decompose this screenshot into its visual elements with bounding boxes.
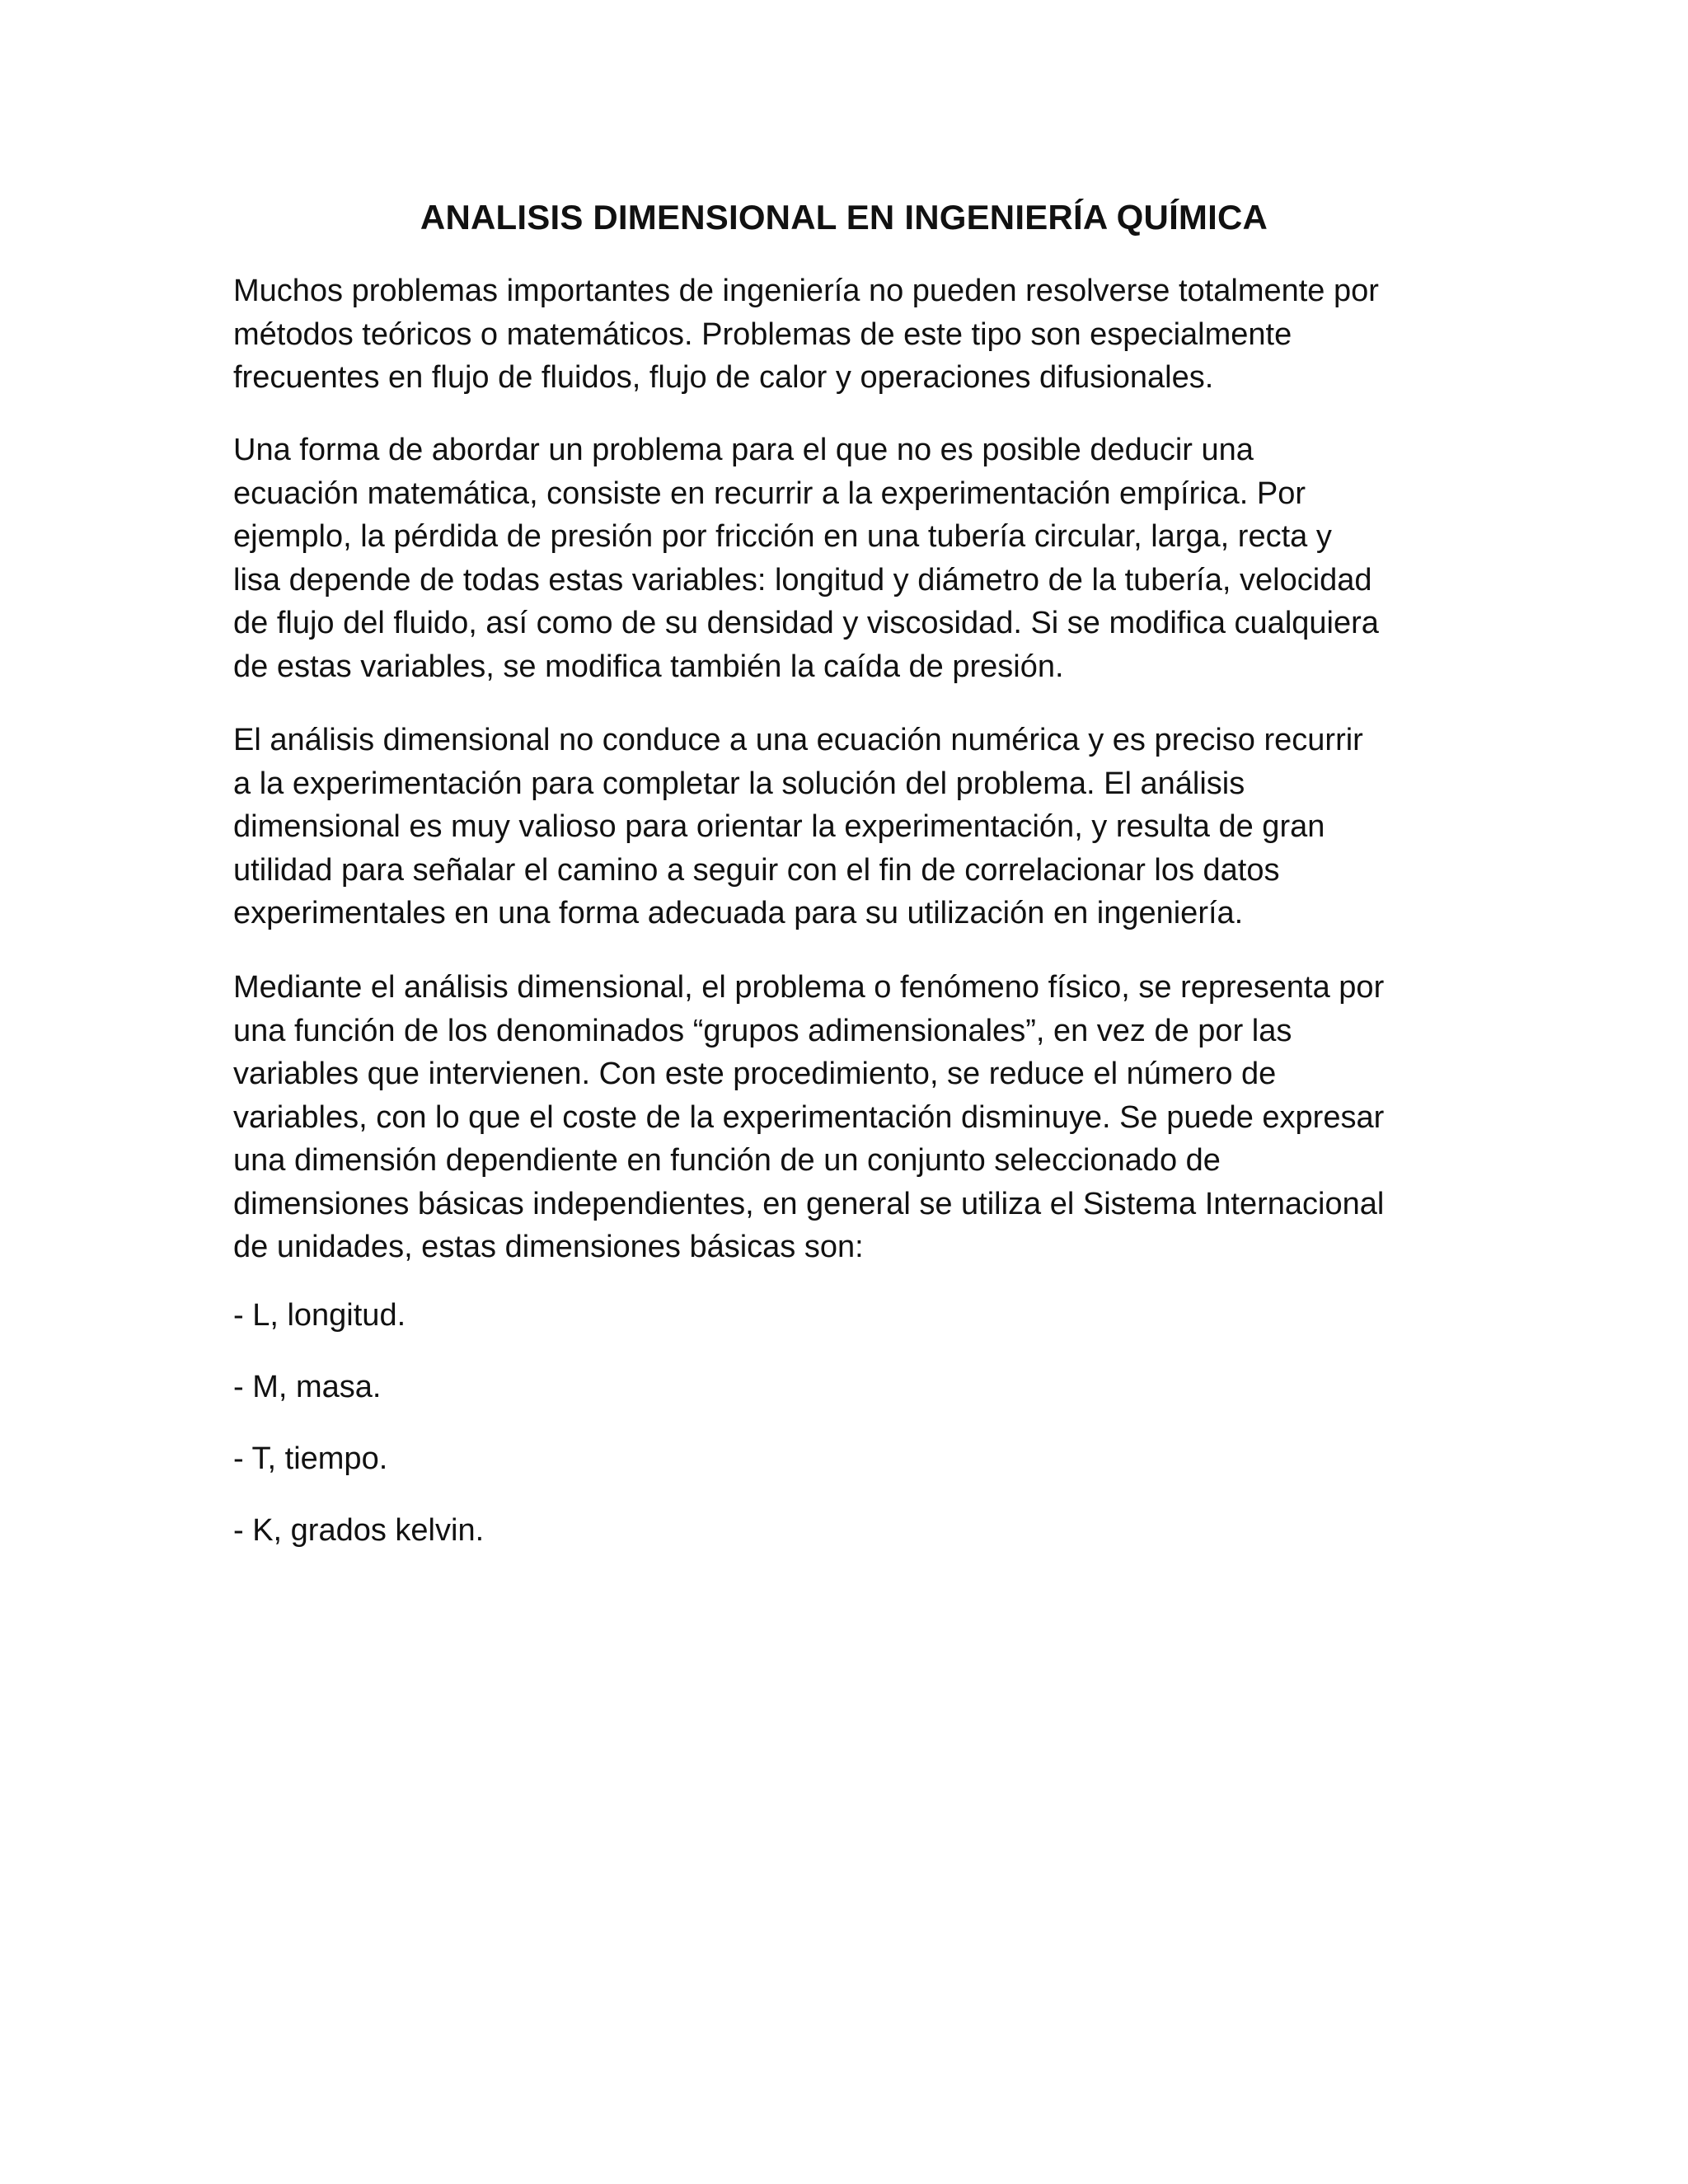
text-line: lisa depende de todas estas variables: longitud y diámetro de la tubería, velocidad [233,562,1372,598]
list-item-mass: - M, masa. [233,1370,382,1404]
document-title: ANALISIS DIMENSIONAL EN INGENIERÍA QUÍMICA [420,198,1268,237]
text-line: dimensional es muy valioso para orientar la experimentación, y resulta de gran [233,809,1325,844]
text-line: experimentales en una forma adecuada para su utilización en ingeniería. [233,896,1244,930]
text-line: una función de los denominados “grupos adimensionales”, en vez de por las [233,1013,1292,1048]
text-line: de estas variables, se modifica también la caída de presión. [233,649,1064,684]
text-line: a la experimentación para completar la solución del problema. El análisis [233,766,1245,801]
text-line: ejemplo, la pérdida de presión por fricción en una tubería circular, larga, recta y [233,519,1332,554]
text-line: de flujo del fluido, así como de su densidad y viscosidad. Si se modifica cualquiera [233,606,1379,640]
list-item-kelvin: - K, grados kelvin. [233,1513,485,1548]
text-line: dimensiones básicas independientes, en general se utiliza el Sistema Internacional [233,1186,1385,1221]
text-line: El análisis dimensional no conduce a una ecuación numérica y es preciso recurrir [233,723,1363,757]
text-line: una dimensión dependiente en función de un conjunto seleccionado de [233,1143,1221,1178]
text-line: métodos teóricos o matemáticos. Problemas de este tipo son especialmente [233,316,1292,352]
list-item-time: - T, tiempo. [233,1441,388,1476]
paragraph-2 [233,429,1461,688]
paragraph-3 [233,719,1461,935]
text-line: utilidad para señalar el camino a seguir con el fin de correlacionar los datos [233,852,1280,888]
text-line: Muchos problemas importantes de ingeniería no pueden resolverse totalmente por [233,274,1379,308]
paragraph-1 [233,269,1461,400]
text-line: variables, con lo que el coste de la experimentación disminuye. Se puede expresar [233,1099,1385,1135]
text-line: ecuación matemática, consiste en recurrir a la experimentación empírica. Por [233,476,1306,511]
text-line: variables que intervienen. Con este procedimiento, se reduce el número de [233,1057,1277,1091]
paragraph-4 [233,966,1461,1269]
text-line: frecuentes en flujo de fluidos, flujo de calor y operaciones difusionales. [233,360,1214,395]
text-line: Una forma de abordar un problema para el que no es posible deducir una [233,433,1254,467]
text-line: Mediante el análisis dimensional, el problema o fenómeno físico, se representa por [233,970,1385,1005]
text-line: de unidades, estas dimensiones básicas son: [233,1230,864,1264]
list-item-length: - L, longitud. [233,1298,406,1333]
